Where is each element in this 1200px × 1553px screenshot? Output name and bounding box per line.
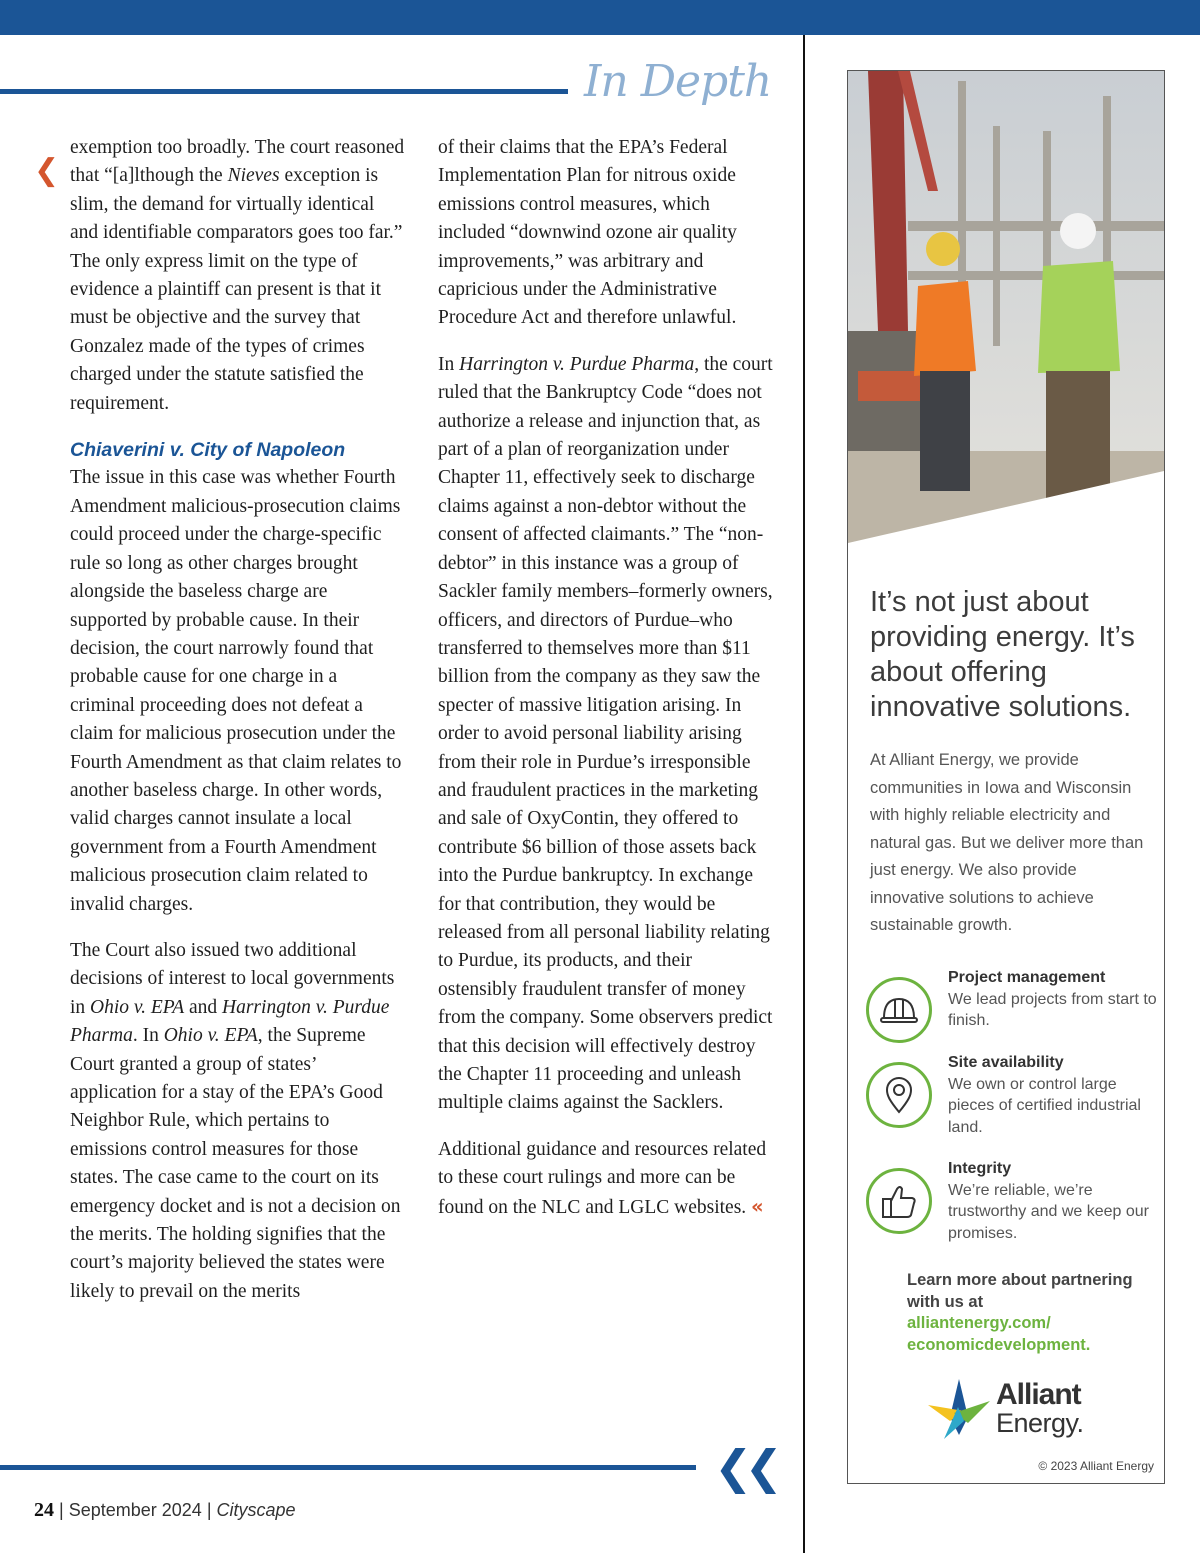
thumbs-up-icon [866, 1168, 932, 1234]
feature-integrity [866, 1158, 1156, 1248]
hard-hat-icon [866, 977, 932, 1043]
ad-call-to-action: Learn more about partnering with us at alliantenergy.com/ economicdevelopment. [907, 1270, 1147, 1356]
ad-copyright: © 2023 Alliant Energy [1038, 1459, 1154, 1473]
alliant-energy-ad [847, 70, 1165, 1484]
feature-text: We’re reliable, we’re trustworthy and we keep our promises. [948, 1181, 1149, 1242]
column-divider [803, 35, 805, 1553]
feature-text: We own or control large pieces of certified industrial land. [948, 1075, 1141, 1136]
paragraph: of their claims that the EPA’s Federal Implementation Plan for nitrous oxide emissions control measures, which included “downwind ozone air quality improvements,” was arbitrary and capricious under the Administrative Procedure Act and therefore unlawful. [438, 137, 737, 329]
feature-project-management [866, 967, 1156, 1057]
construction-workers-photo [848, 71, 1164, 543]
article-column-1 [70, 134, 406, 1324]
article-column-2 [438, 134, 773, 1240]
page-footer: 24 | September 2024 | Cityscape [34, 1499, 296, 1521]
location-pin-icon [866, 1062, 932, 1128]
feature-site-availability [866, 1052, 1156, 1142]
feature-text: We lead projects from start to finish. [948, 990, 1157, 1029]
case-subheading: Chiaverini v. City of Napoleon [70, 439, 346, 462]
feature-title: Project management [948, 969, 1106, 986]
magazine-name: Cityscape [216, 1500, 296, 1520]
issue-date: September 2024 [68, 1500, 202, 1520]
ad-headline: It’s not just about providing energy. It’s about offering innovative solutions. [870, 586, 1135, 723]
top-color-bar [0, 0, 1200, 35]
double-chevron-icon: ❮❮ [714, 1440, 776, 1494]
star-logo-icon [924, 1377, 994, 1443]
paragraph: In Harrington v. Purdue Pharma, the court ruled that the Bankruptcy Code “does not authorize a release and injunction that, as part of a plan of reorganization under Chapter 11, effectively seek to discharge claims against a non-debtor without the consent of affected claimants.” The “non-debtor” in this instance was a group of Sackler family members–formerly owners, officers, and directors of Purdue–who transferred to themselves more than $11 billion from the company as they saw the specter of massive litigation arising. In order to avoid personal liability arising from their role in Purdue’s irresponsible and fraudulent practices in the marketing and sale of OxyContin, they offered to contribute $6 billion of those assets back into the Purdue bankruptcy. In exchange for that contribution, they would be released from all personal liability relating to Purdue, its products, and their ostensibly fraudulent transfer of money from the company. Some observers predict that this decision will effectively destroy the Chapter 11 proceeding and unleash multiple claims against the Sacklers. [438, 353, 773, 1114]
paragraph: The Court also issued two additional decisions of interest to local governments in Ohio v. EPA and Harrington v. Purdue Pharma. In Ohio v. EPA, the Supreme Court granted a group of states’ application for a stay of the EPA’s Good Neighbor Rule, which pertains to emissions control measures for those states. The case came to the court on its emergency docket and is not a decision on the merits. The holding signifies that the court’s majority believed the states were likely to prevail on the merits [70, 939, 401, 1302]
continued-chevron-icon: ❮ [34, 153, 60, 188]
alliant-energy-logo: Alliant Energy. [924, 1377, 1104, 1447]
paragraph: Additional guidance and resources related to these court rulings and more can be found on the NLC and LGLC websites. « [438, 1138, 767, 1218]
paragraph: The issue in this case was whether Fourth Amendment malicious-prosecution claims could proceed under the charge-specific rule so long as other charges brought alongside the baseless charge are supported by probable cause. In their decision, the court narrowly found that probable cause for one charge in a criminal proceeding does not defeat a claim for malicious prosecution under the Fourth Amendment as that claim relates to another baseless charge. In other words, valid charges cannot insulate a local government from a Fourth Amendment malicious prosecution claim related to invalid charges. [70, 467, 402, 915]
end-of-article-icon: « [751, 1194, 764, 1218]
header-rule [0, 89, 568, 94]
feature-title: Site availability [948, 1054, 1064, 1071]
feature-title: Integrity [948, 1160, 1012, 1177]
footer-rule [0, 1465, 696, 1470]
paragraph: exemption too broadly. The court reasoned that “[a]lthough the Nieves exception is slim, the demand for virtually identical and identifiable comparators goes too far.” The only express limit on the type of evidence a plaintiff can present is that it must be objective and the survey that Gonzalez made of the types of crimes charged under the statute satisfied the requirement. [70, 137, 405, 414]
page-number: 24 [34, 1499, 54, 1521]
section-title: In Depth [584, 56, 772, 107]
ad-body: At Alliant Energy, we provide communities in Iowa and Wisconsin with highly reliable electricity and natural gas. But we deliver more than just energy. We also provide innovative solutions to achieve sustainable growth. [870, 751, 1144, 934]
ad-website-link[interactable]: alliantenergy.com/ economicdevelopment. [907, 1314, 1091, 1354]
